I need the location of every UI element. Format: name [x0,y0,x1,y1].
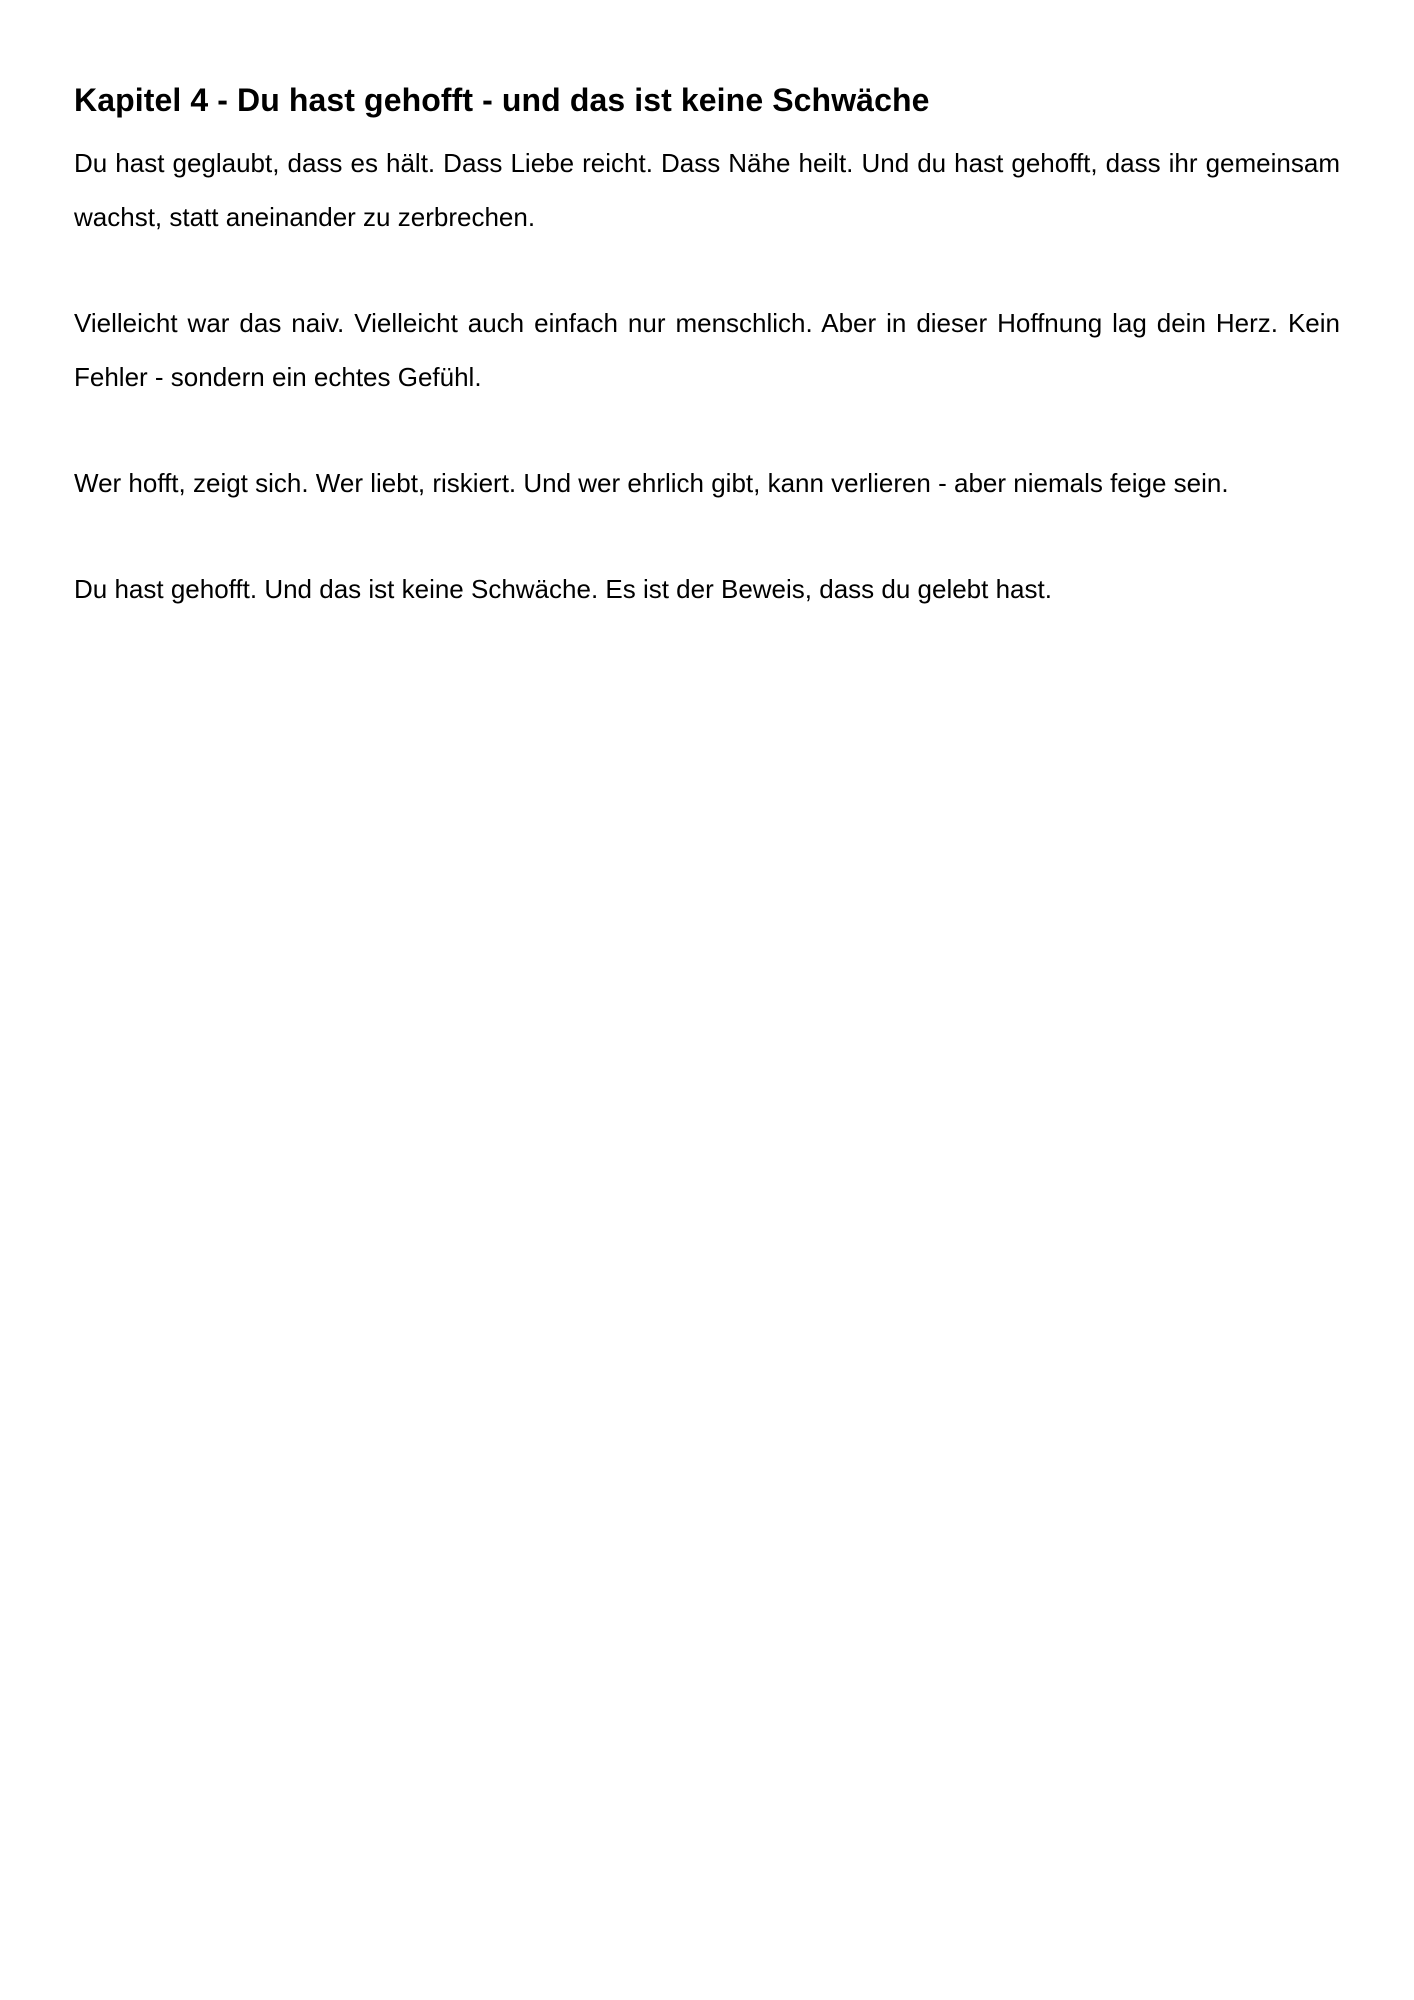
document-page [74,78,1340,668]
paragraph-3: Wer hofft, zeigt sich. Wer liebt, riskiert. Und wer ehrlich gibt, kann verlieren - aber niemals feige sein. [74,468,1229,498]
chapter-body [74,136,1340,616]
paragraph-4: Du hast gehofft. Und das ist keine Schwäche. Es ist der Beweis, dass du gelebt hast. [74,574,1052,604]
paragraph-1: Du hast geglaubt, dass es hält. Dass Liebe reicht. Dass Nähe heilt. Und du hast gehofft, dass ihr gemeinsam wachst, statt aneinander zu zerbrechen. [74,148,1340,232]
paragraph-2: Vielleicht war das naiv. Vielleicht auch einfach nur menschlich. Aber in dieser Hoffnung lag dein Herz. Kein Fehler - sondern ein echtes Gefühl. [74,308,1340,392]
chapter-title: Kapitel 4 - Du hast gehofft - und das ist keine Schwäche [74,82,930,118]
